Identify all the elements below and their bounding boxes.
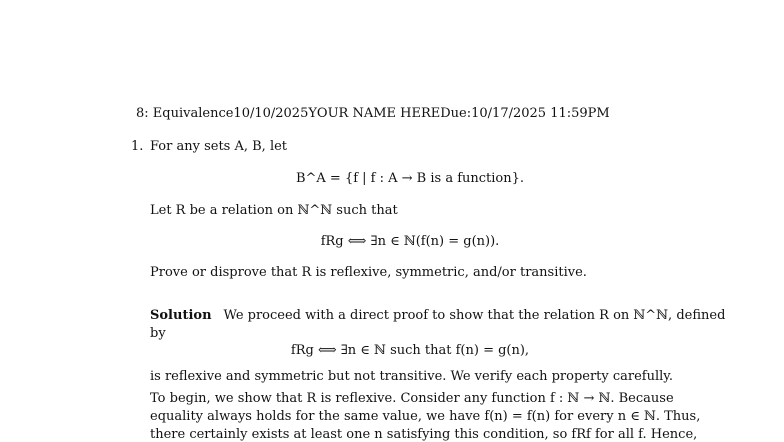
solution-first-line (150, 308, 725, 323)
paragraph-2-line-2: equality always holds for the same value, we have f(n) = f(n) for every n ∈ ℕ. Thus, (150, 409, 701, 424)
solution-line-3: is reflexive and symmetric but not transitive. We verify each property carefully. (150, 369, 674, 384)
solution-line-2: by (150, 326, 166, 341)
relation-display: fRg ⟺ ∃n ∈ ℕ(f(n) = g(n)). (320, 234, 500, 249)
definition-display: B^A = {f | f : A → B is a function}. (295, 171, 525, 186)
solution-line-1: We proceed with a direct proof to show that the relation R on ℕ^ℕ, defined (223, 308, 726, 323)
solution-display: fRg ⟺ ∃n ∈ ℕ such that f(n) = g(n), (290, 343, 530, 358)
paragraph-2-line-3: there certainly exists at least one n satisfying this condition, so fRf for all f. Hence, (150, 427, 698, 442)
problem-intro: For any sets A, B, let (150, 139, 288, 154)
solution-heading: Solution (150, 308, 212, 323)
assignment-header: 8: Equivalence10/10/2025YOUR NAME HEREDue:10/17/2025 11:59PM (136, 106, 610, 121)
paragraph-2-line-1: To begin, we show that R is reflexive. Consider any function f : ℕ → ℕ. Because (150, 391, 674, 406)
relation-intro: Let R be a relation on ℕ^ℕ such that (150, 203, 398, 218)
problem-number: 1. (131, 139, 144, 154)
problem-task: Prove or disprove that R is reflexive, symmetric, and/or transitive. (150, 265, 587, 280)
